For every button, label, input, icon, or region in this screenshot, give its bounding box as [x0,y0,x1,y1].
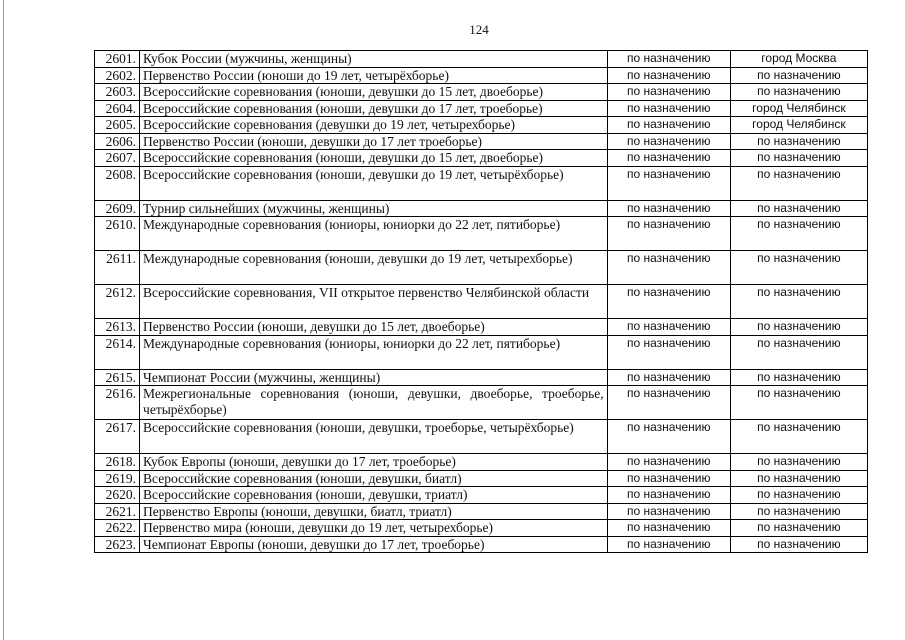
event-level: по назначению [607,150,730,167]
event-name: Всероссийские соревнования (юноши, девушки до 15 лет, двоеборье) [140,84,608,101]
events-table [94,50,868,553]
row-number: 2615. [95,369,140,386]
row-number: 2623. [95,536,140,553]
event-place: по назначению [730,200,867,217]
event-name: Международные соревнования (юниоры, юниорки до 22 лет, пятиборье) [140,335,608,369]
table-row [95,470,868,487]
row-number: 2605. [95,117,140,134]
event-name: Кубок России (мужчины, женщины) [140,51,608,68]
row-number: 2601. [95,51,140,68]
row-number: 2610. [95,217,140,251]
event-place: город Челябинск [730,100,867,117]
event-place: по назначению [730,166,867,200]
event-level: по назначению [607,84,730,101]
event-level: по назначению [607,100,730,117]
row-number: 2616. [95,386,140,420]
event-level: по назначению [607,251,730,285]
table-row [95,133,868,150]
row-number: 2619. [95,470,140,487]
event-place: по назначению [730,386,867,420]
event-name: Международные соревнования (юниоры, юниорки до 22 лет, пятиборье) [140,217,608,251]
event-level: по назначению [607,285,730,319]
row-number: 2607. [95,150,140,167]
table-row [95,117,868,134]
event-place: по назначению [730,503,867,520]
table-row [95,386,868,420]
row-number: 2614. [95,335,140,369]
row-number: 2621. [95,503,140,520]
event-level: по назначению [607,386,730,420]
event-name: Всероссийские соревнования (юноши, девушки, троеборье, четырёхборье) [140,420,608,454]
event-place: по назначению [730,520,867,537]
event-level: по назначению [607,454,730,471]
event-name: Всероссийские соревнования (юноши, девушки, биатл) [140,470,608,487]
event-name: Первенство Европы (юноши, девушки, биатл, триатл) [140,503,608,520]
event-name: Первенство России (юноши, девушки до 17 лет троеборье) [140,133,608,150]
row-number: 2618. [95,454,140,471]
row-number: 2606. [95,133,140,150]
table-row [95,487,868,504]
event-name: Турнир сильнейших (мужчины, женщины) [140,200,608,217]
event-level: по назначению [607,200,730,217]
event-name: Всероссийские соревнования (юноши, девушки до 17 лет, троеборье) [140,100,608,117]
event-level: по назначению [607,67,730,84]
event-level: по назначению [607,133,730,150]
table-row [95,503,868,520]
row-number: 2602. [95,67,140,84]
event-place: город Челябинск [730,117,867,134]
event-level: по назначению [607,503,730,520]
event-name: Чемпионат России (мужчины, женщины) [140,369,608,386]
table-row [95,84,868,101]
table-row [95,520,868,537]
event-place: по назначению [730,285,867,319]
event-level: по назначению [607,420,730,454]
event-name: Чемпионат Европы (юноши, девушки до 17 лет, троеборье) [140,536,608,553]
table-row [95,100,868,117]
event-place: по назначению [730,369,867,386]
event-place: по назначению [730,454,867,471]
row-number: 2604. [95,100,140,117]
row-number: 2612. [95,285,140,319]
event-level: по назначению [607,369,730,386]
event-level: по назначению [607,520,730,537]
row-number: 2603. [95,84,140,101]
event-place: по назначению [730,84,867,101]
table-row [95,454,868,471]
table-row [95,51,868,68]
event-level: по назначению [607,470,730,487]
table-row [95,369,868,386]
event-level: по назначению [607,536,730,553]
event-level: по назначению [607,487,730,504]
table-row [95,536,868,553]
event-place: по назначению [730,251,867,285]
event-level: по назначению [607,166,730,200]
event-name: Первенство России (юноши, девушки до 15 лет, двоеборье) [140,319,608,336]
event-place: по назначению [730,67,867,84]
table-row [95,67,868,84]
event-place: по назначению [730,217,867,251]
event-level: по назначению [607,217,730,251]
event-name: Межрегиональные соревнования (юноши, девушки, двоеборье, троеборье, четырёхборье) [140,386,608,420]
event-name: Всероссийские соревнования (юноши, девушки, триатл) [140,487,608,504]
row-number: 2609. [95,200,140,217]
row-number: 2608. [95,166,140,200]
page-left-edge [3,0,4,640]
row-number: 2620. [95,487,140,504]
event-level: по назначению [607,319,730,336]
table-row [95,166,868,200]
event-name: Международные соревнования (юноши, девушки до 19 лет, четырехборье) [140,251,608,285]
event-name: Всероссийские соревнования, VII открытое первенство Челябинской области [140,285,608,319]
event-name: Первенство России (юноши до 19 лет, четырёхборье) [140,67,608,84]
event-level: по назначению [607,117,730,134]
table-row [95,335,868,369]
event-name: Всероссийские соревнования (юноши, девушки до 15 лет, двоеборье) [140,150,608,167]
event-place: город Москва [730,51,867,68]
table-row [95,217,868,251]
row-number: 2617. [95,420,140,454]
event-place: по назначению [730,536,867,553]
table-row [95,200,868,217]
event-level: по назначению [607,335,730,369]
event-place: по назначению [730,133,867,150]
table-row [95,251,868,285]
event-place: по назначению [730,335,867,369]
page-number: 124 [469,22,489,37]
event-name: Всероссийские соревнования (юноши, девушки до 19 лет, четырёхборье) [140,166,608,200]
event-name: Всероссийские соревнования (девушки до 19 лет, четырехборье) [140,117,608,134]
table-row [95,319,868,336]
row-number: 2613. [95,319,140,336]
event-place: по назначению [730,150,867,167]
row-number: 2611. [95,251,140,285]
event-name: Первенство мира (юноши, девушки до 19 лет, четырехборье) [140,520,608,537]
event-name: Кубок Европы (юноши, девушки до 17 лет, троеборье) [140,454,608,471]
table-row [95,150,868,167]
row-number: 2622. [95,520,140,537]
table-row [95,285,868,319]
event-level: по назначению [607,51,730,68]
events-table-body [95,51,868,553]
event-place: по назначению [730,470,867,487]
event-place: по назначению [730,420,867,454]
table-row [95,420,868,454]
event-place: по назначению [730,487,867,504]
event-place: по назначению [730,319,867,336]
